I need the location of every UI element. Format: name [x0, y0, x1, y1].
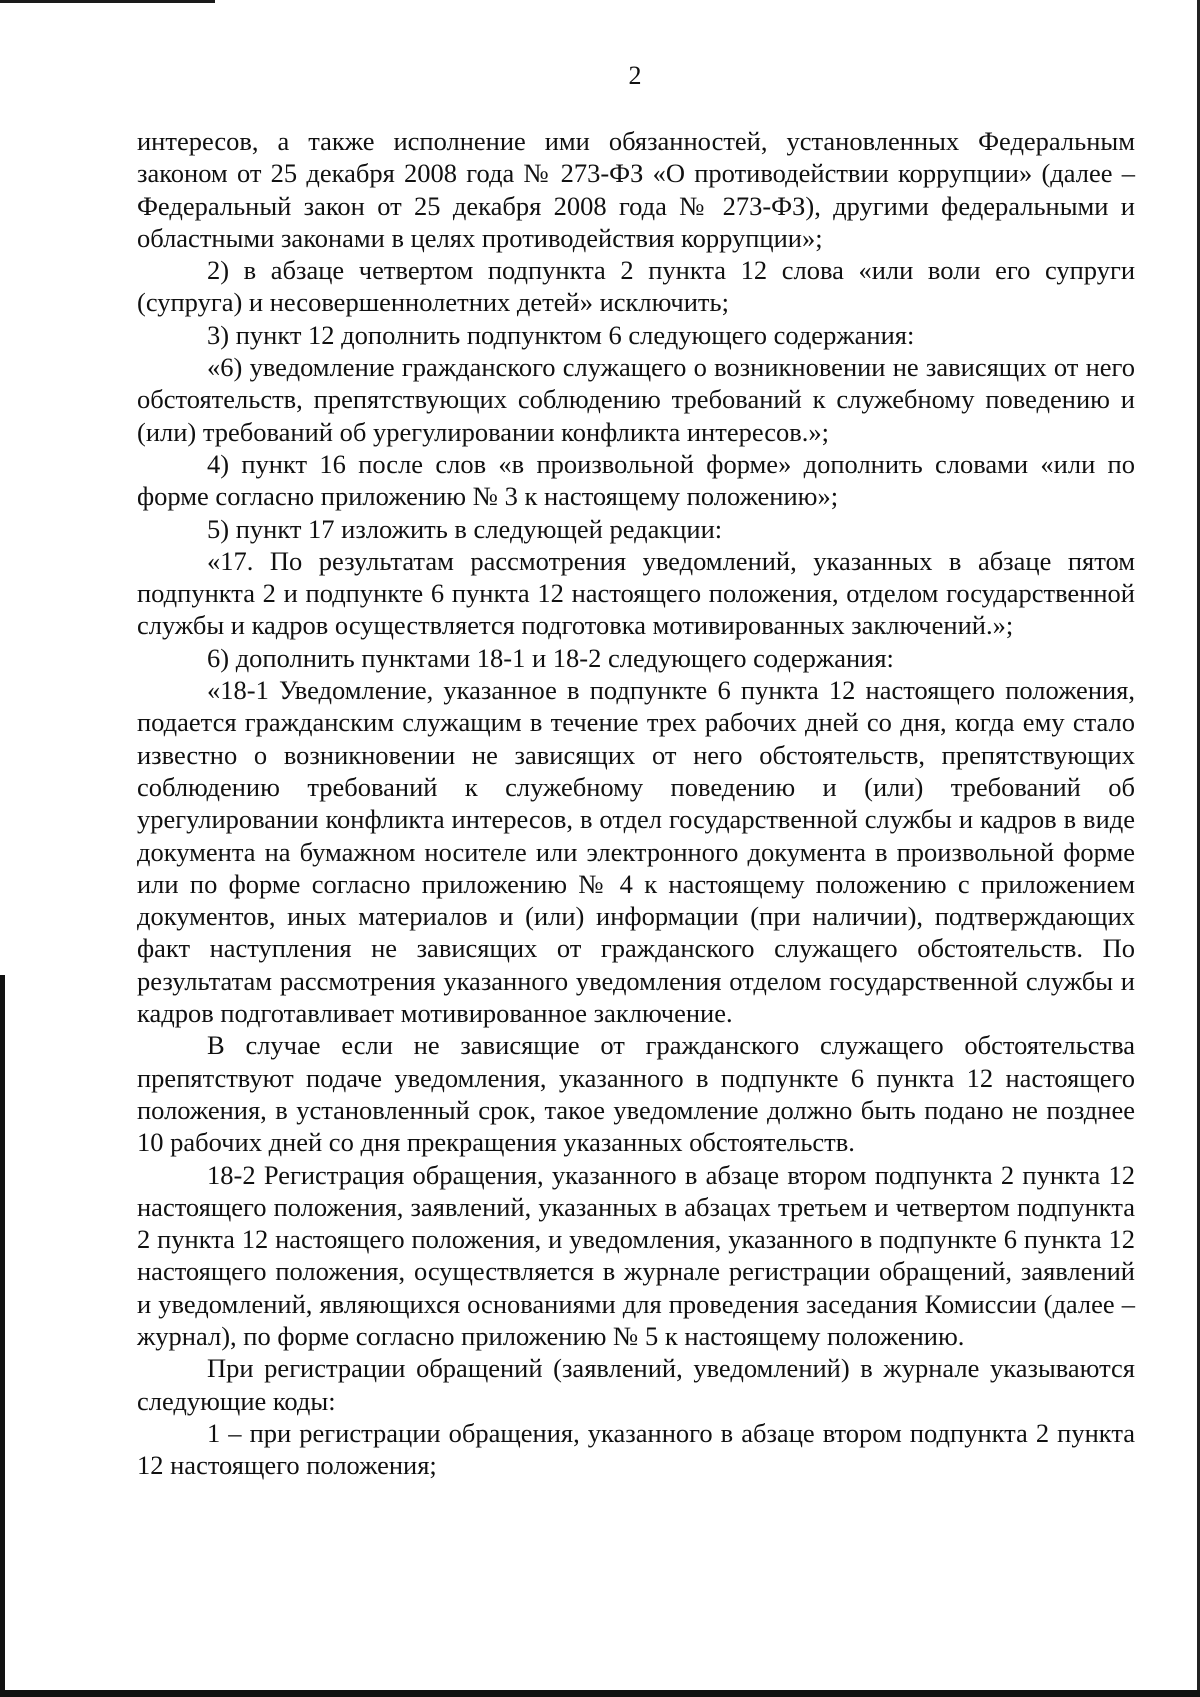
scan-bottom-edge — [0, 1690, 1200, 1697]
paragraph-18-2: 18-2 Регистрация обращения, указанного в абзаце втором подпункта 2 пункта 12 настоящего положения, заявлений, указанных в абзацах третьем и четвертом подпункта 2 пункта 12 настоящего положения, и уведомления, указанного в подпункте 6 пункта 12 настоящего положения, осуществляется в журнале регистрации обращений, заявлений и уведомлений, являющихся основаниями для проведения заседания Комиссии (далее – журнал), по форме согласно приложению № 5 к настоящему положению. — [137, 1159, 1135, 1351]
paragraph-quote-6: «6) уведомление гражданского служащего о возникновении не зависящих от него обстоятельств, препятствующих соблюдению требований к служебному поведению и (или) требований об урегулировании конфликта интересов.»; — [137, 352, 1135, 447]
paragraph-item-5: 5) пункт 17 изложить в следующей редакции: — [207, 513, 723, 544]
scan-left-edge — [0, 975, 5, 1697]
paragraph-18-1-case: В случае если не зависящие от гражданского служащего обстоятельства препятствуют подаче уведомления, указанного в подпункте 6 пункта 12 настоящего положения, в установленный срок, такое уведомление должно быть подано не позднее 10 рабочих дней со дня прекращения указанных обстоятельств. — [137, 1030, 1135, 1158]
paragraph-item-3: 3) пункт 12 дополнить подпунктом 6 следующего содержания: — [207, 319, 915, 350]
paragraph-continuation: интересов, а также исполнение ими обязанностей, установленных Федеральным законом от 25 декабря 2008 года № 273-ФЗ «О противодействии коррупции» (далее – Федеральный закон от 25 декабря 2008 года № 273-ФЗ), другими федеральными и областными законами в целях противодействия коррупции»; — [137, 126, 1135, 253]
page-number: 2 — [628, 61, 642, 90]
scan-top-edge-mark — [0, 0, 215, 3]
paragraph-item-4: 4) пункт 16 после слов «в произвольной форме» дополнить словами «или по форме согласно приложению № 3 к настоящему положению»; — [137, 448, 1135, 512]
paragraph-quote-17: «17. По результатам рассмотрения уведомлений, указанных в абзаце пятом подпункта 2 и подпункте 6 пункта 12 настоящего положения, отделом государственной службы и кадров осуществляется подготовка мотивированных заключений.»; — [137, 545, 1135, 641]
paragraph-quote-18-1: «18-1 Уведомление, указанное в подпункте 6 пункта 12 настоящего положения, подается гражданским служащим в течение трех рабочих дней со дня, когда ему стало известно о возникновении не зависящих от него обстоятельств, препятствующих соблюдению требований к служебному поведению и (или) требований об урегулировании конфликта интересов, в отдел государственной службы и кадров в виде документа на бумажном носителе или электронного документа в произвольной форме или по форме согласно приложению № 4 к настоящему положению с приложением документов, иных материалов и (или) информации (при наличии), подтверждающих факт наступления не зависящих от гражданского служащего обстоятельств. По результатам рассмотрения указанного уведомления отделом государственной службы и кадров подготавливает мотивированное заключение. — [137, 675, 1135, 1029]
paragraph-item-6: 6) дополнить пунктами 18-1 и 18-2 следующего содержания: — [207, 642, 894, 673]
document-body — [137, 125, 1135, 1481]
paragraph-code-1: 1 – при регистрации обращения, указанного в абзаце втором подпункта 2 пункта 12 настоящего положения; — [137, 1417, 1135, 1481]
paragraph-codes-intro: При регистрации обращений (заявлений, уведомлений) в журнале указываются следующие коды: — [137, 1353, 1135, 1416]
paragraph-item-2: 2) в абзаце четвертом подпункта 2 пункта 12 слова «или воли его супруги (супруга) и несовершеннолетних детей» исключить; — [137, 255, 1135, 318]
